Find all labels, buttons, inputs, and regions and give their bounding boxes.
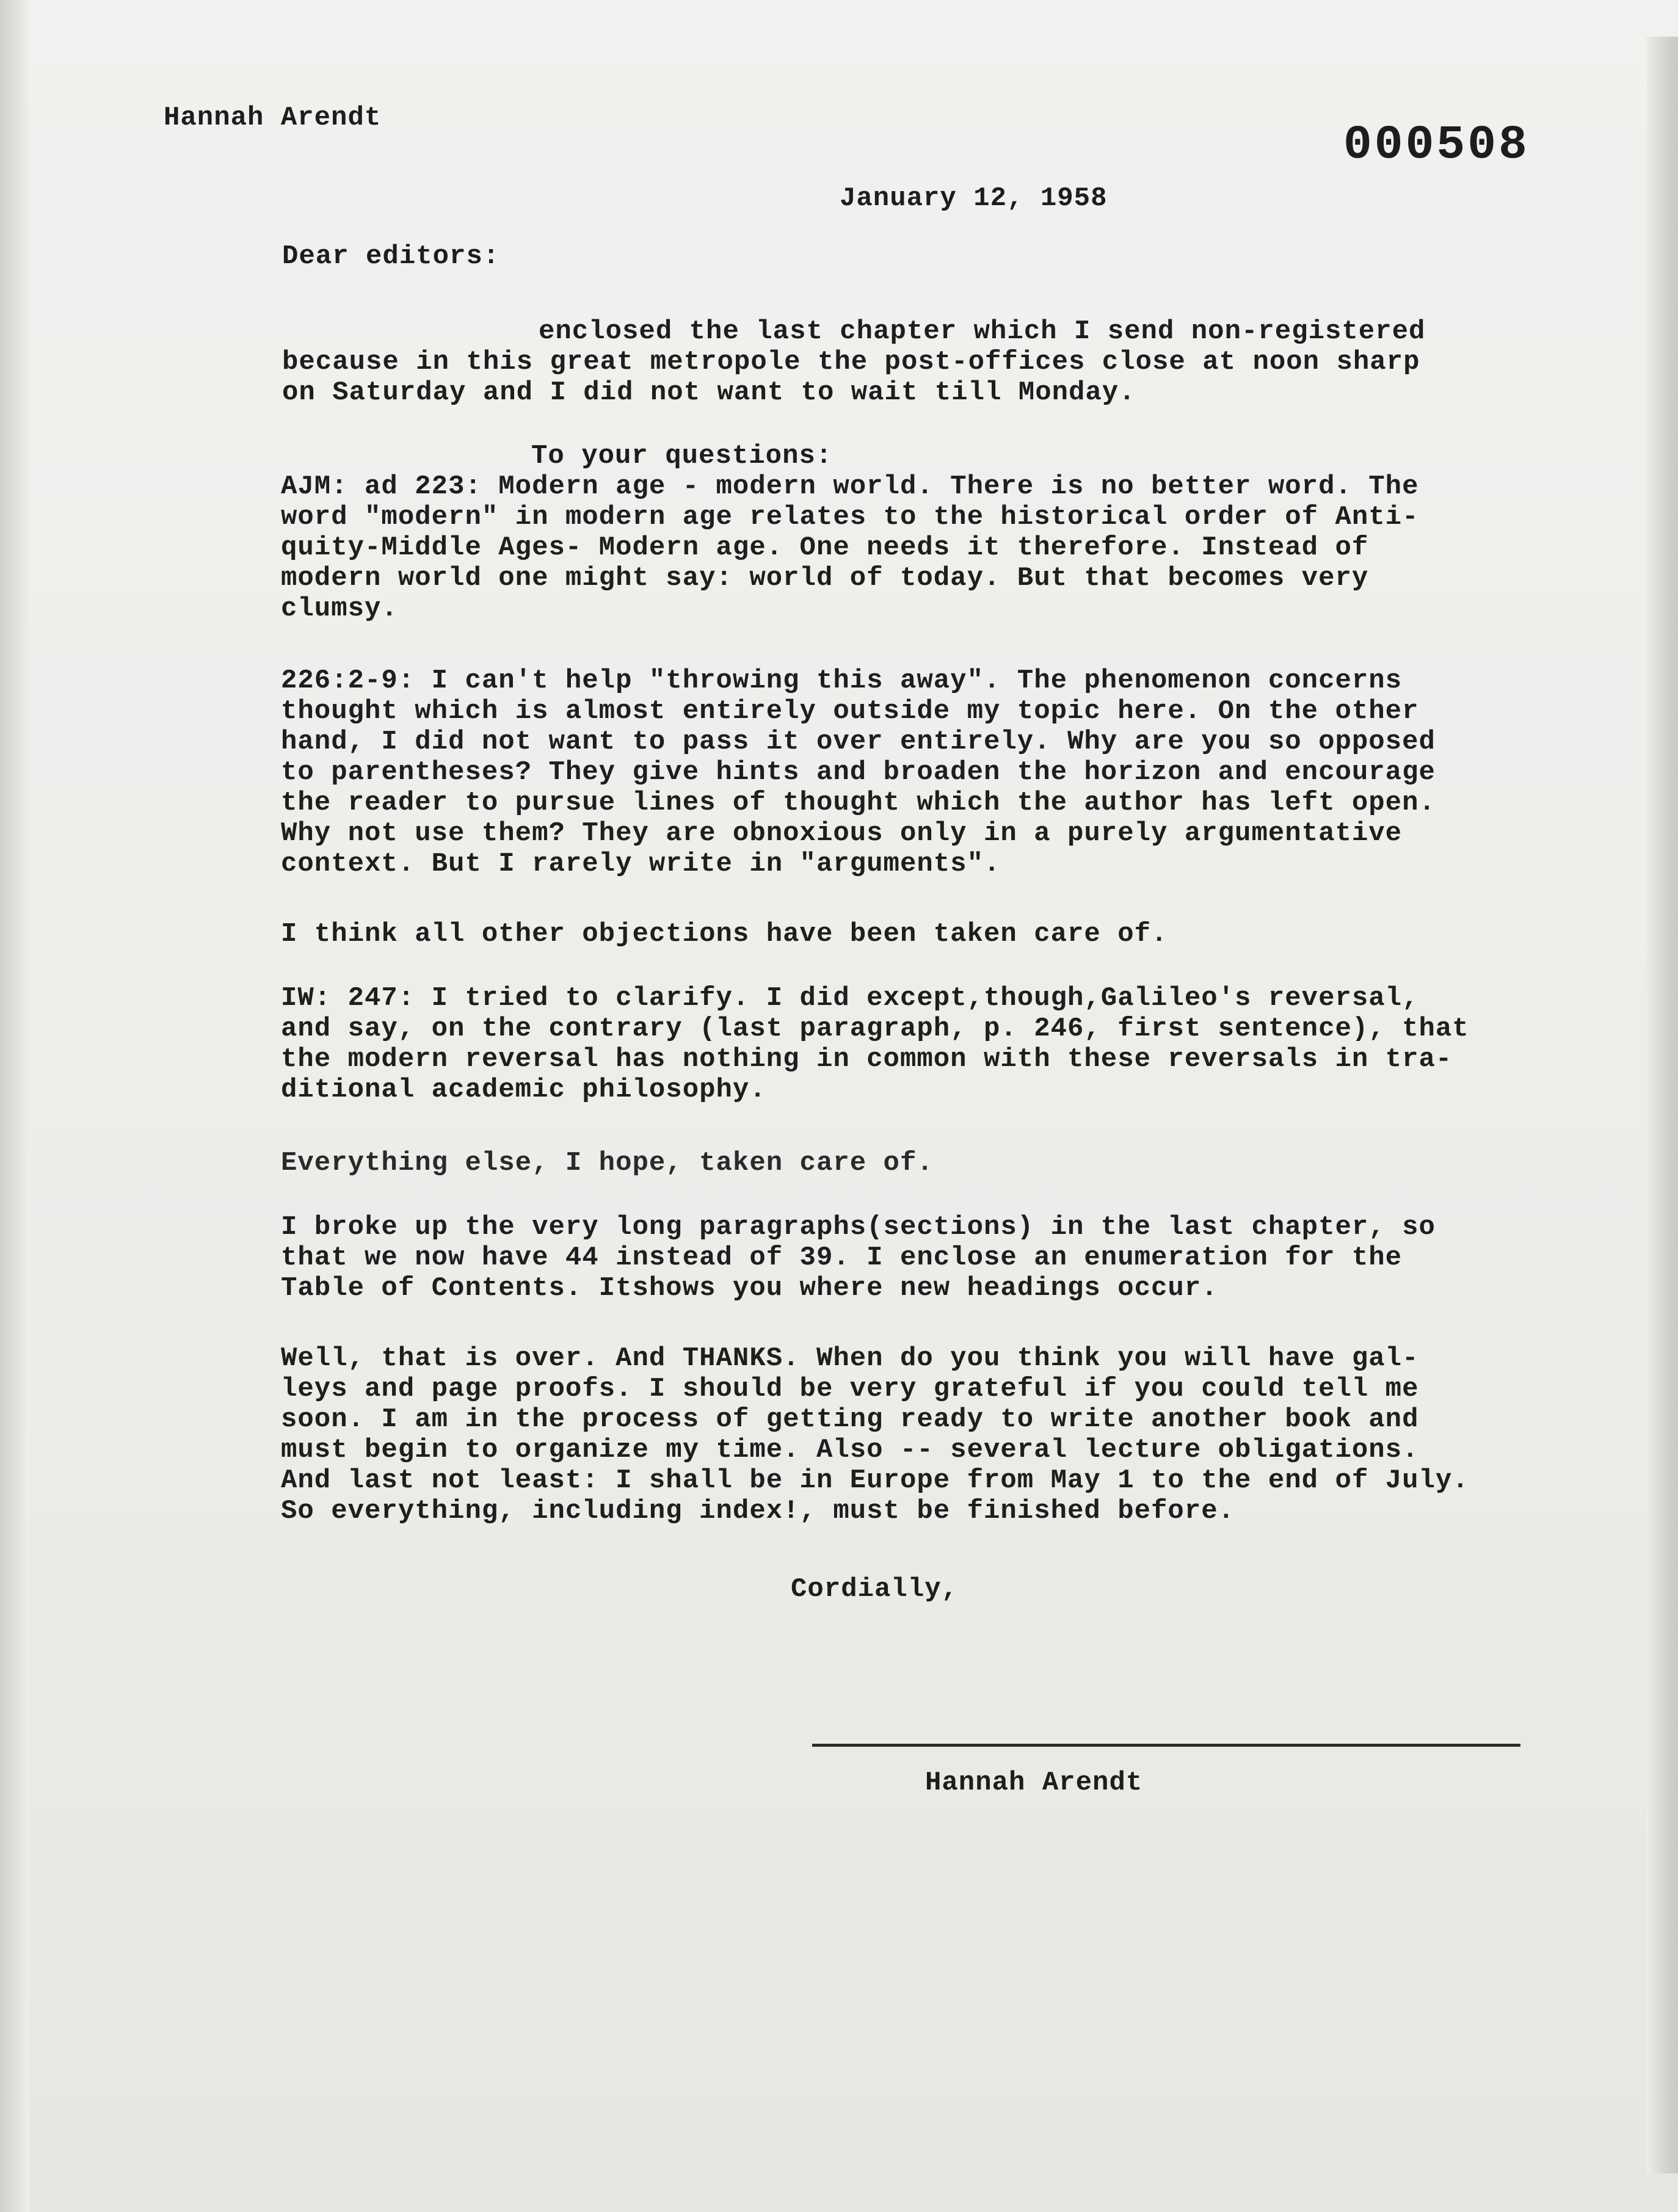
- letter-date: January 12, 1958: [840, 183, 1108, 214]
- paragraph-226: 226:2-9: I can't help "throwing this away". The phenomenon concerns thought which is almost entirely outside my topic here. On the other hand, I did not want to pass it over entirely. Why are you so opposed to parentheses? They give hints and broaden the horizon and encourage the reader to pursue lines of thought which the author has left open. Why not use them? They are obnoxious only in a purely argumentative context. But I rarely write in "arguments".: [281, 665, 1436, 879]
- paragraph-everything-else: Everything else, I hope, taken care of.: [281, 1148, 934, 1178]
- signature-name: Hannah Arendt: [925, 1768, 1143, 1798]
- paragraph-enclosed: enclosed the last chapter which I send non-registered because in this great metropole the post-offices close at noon sharp on Saturday and I did not want to wait till Monday.: [282, 316, 1426, 408]
- paragraph-ajm: AJM: ad 223: Modern age - modern world. There is no better word. The word "modern" in modern age relates to the historical order of Anti- quity-Middle Ages- Modern age. One needs it therefore. Instead of modern world one might say: world of today. But that becomes very clumsy.: [281, 471, 1419, 624]
- paragraph-iw: IW: 247: I tried to clarify. I did except,though,Galileo's reversal, and say, on the contrary (last paragraph, p. 246, first sentence), that the modern reversal has nothing in common with these reversals in tra- ditional academic philosophy.: [281, 983, 1469, 1105]
- closing: Cordially,: [791, 1574, 959, 1605]
- header-author: Hannah Arendt: [164, 103, 382, 133]
- salutation: Dear editors:: [282, 241, 500, 272]
- questions-intro: To your questions:: [531, 441, 833, 471]
- document-number: 000508: [1343, 118, 1530, 172]
- paragraph-other-objections: I think all other objections have been taken care of.: [281, 919, 1168, 949]
- paragraph-thanks: Well, that is over. And THANKS. When do you think you will have gal- leys and page proofs. I should be very grateful if you could tell me soon. I am in the process of getting ready to write another book and must begin to organize my time. Also -- several lecture obligations. And last not least: I shall be in Europe from May 1 to the end of July. So everything, including index!, must be finished before.: [281, 1343, 1469, 1526]
- scan-edge-right: [1646, 37, 1678, 2174]
- scan-edge-left: [0, 0, 29, 2212]
- paragraph-sections: I broke up the very long paragraphs(sections) in the last chapter, so that we now have 44 instead of 39. I enclose an enumeration for the Table of Contents. Itshows you where new headings occur.: [281, 1212, 1436, 1304]
- signature-line: [812, 1744, 1520, 1747]
